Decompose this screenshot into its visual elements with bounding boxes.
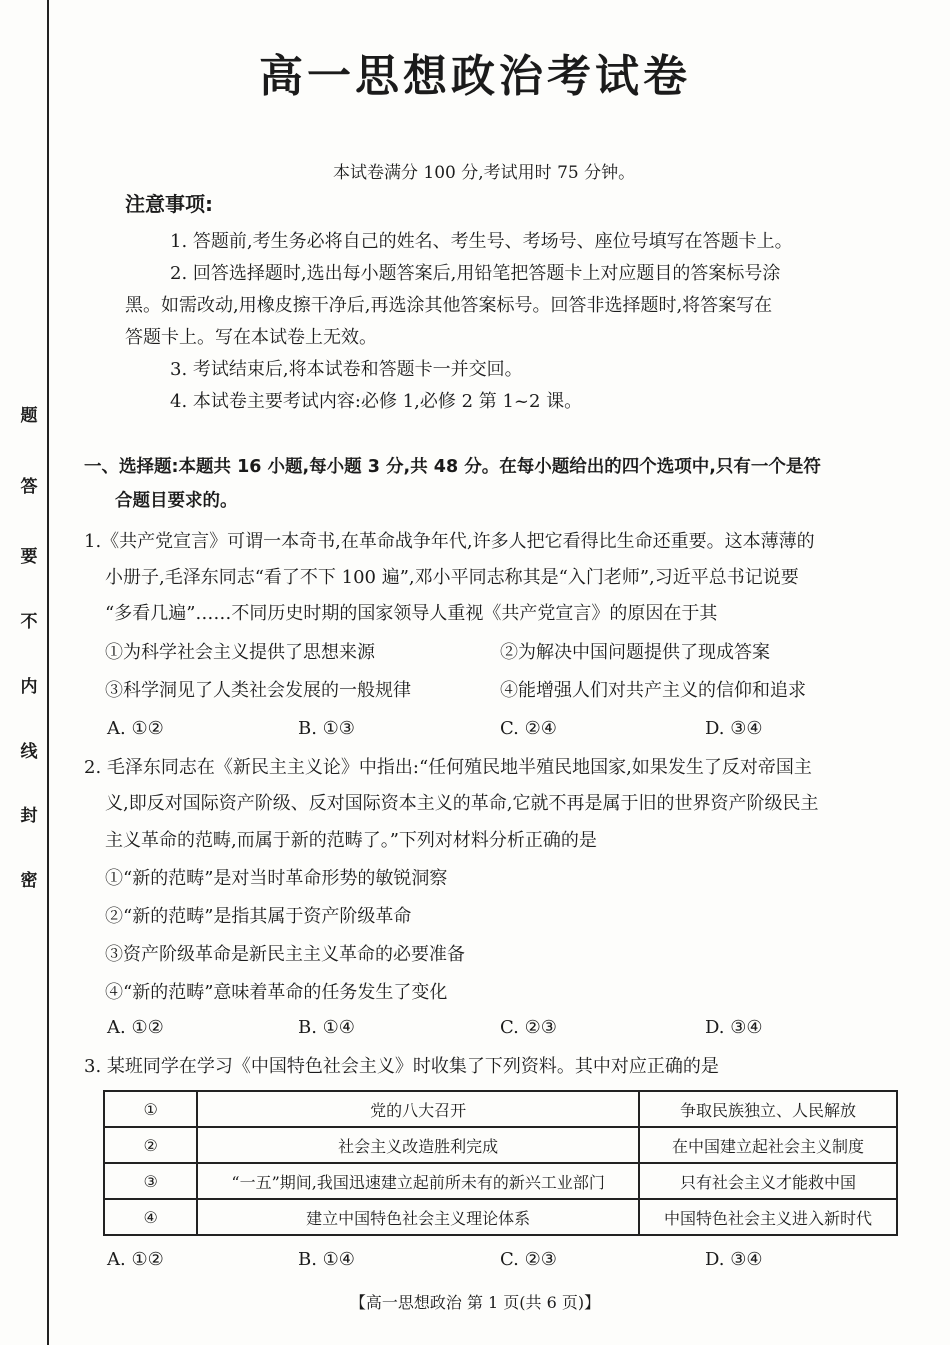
side-mark: 答	[20, 477, 38, 497]
q1-item: ②为解决中国问题提供了现成答案	[500, 642, 770, 663]
q2-choice-b[interactable]: B. ①④	[298, 1017, 355, 1038]
q3-stem: 3. 某班同学在学习《中国特色社会主义》时收集了下列资料。其中对应正确的是	[84, 1056, 719, 1077]
q1-choice-b[interactable]: B. ①③	[298, 718, 355, 739]
q1-choice-a[interactable]: A. ①②	[107, 718, 164, 739]
table-cell: ③	[104, 1163, 197, 1199]
table-cell: 社会主义改造胜利完成	[197, 1127, 639, 1163]
table-cell: 建立中国特色社会主义理论体系	[197, 1199, 639, 1235]
side-mark: 题	[20, 406, 38, 426]
q2-choice-a[interactable]: A. ①②	[107, 1017, 164, 1038]
table-cell: 中国特色社会主义进入新时代	[639, 1199, 897, 1235]
section-heading-cont: 合题目要求的。	[115, 491, 238, 511]
note-line: 1. 答题前,考生务必将自己的姓名、考生号、考场号、座位号填写在答题卡上。	[170, 231, 793, 252]
side-mark: 内	[20, 677, 38, 697]
table-cell: ④	[104, 1199, 197, 1235]
table-cell: 争取民族独立、人民解放	[639, 1091, 897, 1127]
q2-stem: 2. 毛泽东同志在《新民主主义论》中指出:“任何殖民地半殖民地国家,如果发生了反对帝国主	[84, 757, 812, 778]
q1-item: ③科学洞见了人类社会发展的一般规律	[105, 680, 411, 701]
q2-choice-d[interactable]: D. ③④	[705, 1017, 763, 1038]
side-mark: 要	[20, 547, 38, 567]
page-title: 高一思想政治考试卷	[259, 51, 691, 102]
table-cell: 在中国建立起社会主义制度	[639, 1127, 897, 1163]
table-cell: 只有社会主义才能救中国	[639, 1163, 897, 1199]
note-line: 答题卡上。写在本试卷上无效。	[125, 327, 377, 348]
q2-item: ①“新的范畴”是对当时革命形势的敏锐洞察	[105, 868, 448, 889]
q1-item: ①为科学社会主义提供了思想来源	[105, 642, 375, 663]
table-cell: ②	[104, 1127, 197, 1163]
q1-item: ④能增强人们对共产主义的信仰和追求	[500, 680, 806, 701]
q3-choice-a[interactable]: A. ①②	[107, 1249, 164, 1270]
side-mark: 密	[20, 871, 38, 891]
q1-stem: 1.《共产党宣言》可谓一本奇书,在革命战争年代,许多人把它看得比生命还重要。这本薄薄的	[84, 531, 815, 552]
table-row	[104, 1127, 897, 1163]
q1-choice-c[interactable]: C. ②④	[500, 718, 557, 739]
binding-margin	[14, 0, 44, 1345]
notes-heading: 注意事项:	[125, 192, 213, 216]
q2-stem: 主义革命的范畴,而属于新的范畴了。”下列对材料分析正确的是	[105, 830, 597, 851]
table-cell: ①	[104, 1091, 197, 1127]
q1-stem: “多看几遍”……不同历史时期的国家领导人重视《共产党宣言》的原因在于其	[105, 603, 718, 624]
section-heading: 一、选择题:本题共 16 小题,每小题 3 分,共 48 分。在每小题给出的四个选项中,只有一个是符	[84, 457, 821, 477]
exam-info: 本试卷满分 100 分,考试用时 75 分钟。	[333, 163, 636, 183]
q2-choice-c[interactable]: C. ②③	[500, 1017, 557, 1038]
note-line: 黑。如需改动,用橡皮擦干净后,再选涂其他答案标号。回答非选择题时,将答案写在	[125, 295, 773, 316]
note-line: 4. 本试卷主要考试内容:必修 1,必修 2 第 1~2 课。	[170, 391, 583, 412]
q2-item: ②“新的范畴”是指其属于资产阶级革命	[105, 906, 412, 927]
table-row	[104, 1091, 897, 1127]
table-row	[104, 1199, 897, 1235]
side-mark: 线	[20, 742, 38, 762]
q2-item: ③资产阶级革命是新民主主义革命的必要准备	[105, 944, 465, 965]
q2-item: ④“新的范畴”意味着革命的任务发生了变化	[105, 982, 448, 1003]
binding-line	[47, 0, 49, 1345]
table-cell: “一五”期间,我国迅速建立起前所未有的新兴工业部门	[197, 1163, 639, 1199]
table-cell: 党的八大召开	[197, 1091, 639, 1127]
q3-choice-d[interactable]: D. ③④	[705, 1249, 763, 1270]
q3-table	[103, 1090, 898, 1236]
note-line: 2. 回答选择题时,选出每小题答案后,用铅笔把答题卡上对应题目的答案标号涂	[170, 263, 781, 284]
q3-choice-b[interactable]: B. ①④	[298, 1249, 355, 1270]
page-footer: 【高一思想政治 第 1 页(共 6 页)】	[349, 1293, 601, 1312]
q3-choice-c[interactable]: C. ②③	[500, 1249, 557, 1270]
q1-choice-d[interactable]: D. ③④	[705, 718, 763, 739]
note-line: 3. 考试结束后,将本试卷和答题卡一并交回。	[170, 359, 523, 380]
table-row	[104, 1163, 897, 1199]
q2-stem: 义,即反对国际资产阶级、反对国际资本主义的革命,它就不再是属于旧的世界资产阶级民主	[105, 793, 819, 814]
q1-stem: 小册子,毛泽东同志“看了不下 100 遍”,邓小平同志称其是“入门老师”,习近平总书记说要	[105, 567, 799, 588]
side-mark: 封	[20, 806, 38, 826]
side-mark: 不	[20, 612, 38, 632]
